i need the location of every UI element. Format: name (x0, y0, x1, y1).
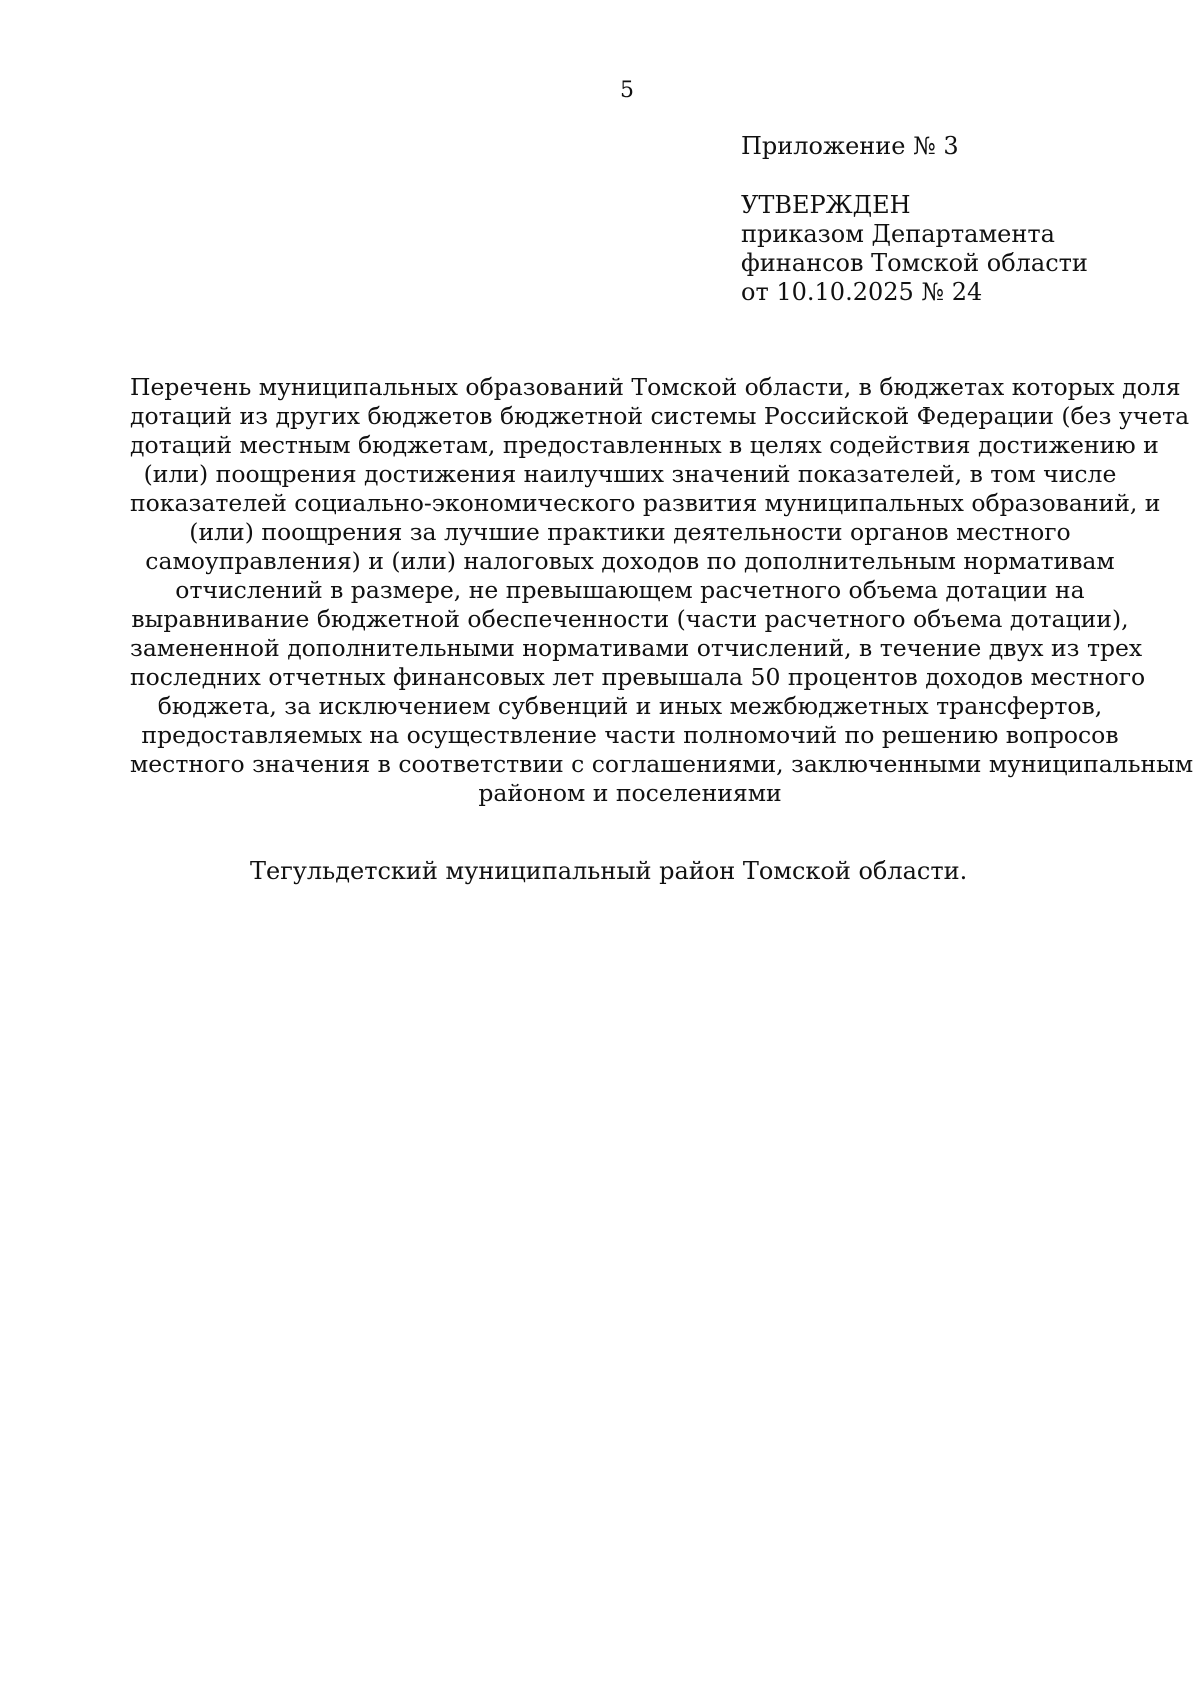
document-title (130, 373, 1194, 808)
approval-block (741, 191, 1161, 307)
title-line: (или) поощрения за лучшие практики деятельности органов местного (189, 518, 1071, 546)
title-line: (или) поощрения достижения наилучших значений показателей, в том числе (143, 460, 1117, 488)
title-line: районом и поселениями (478, 779, 782, 807)
title-line: выравнивание бюджетной обеспеченности (части расчетного объема дотации), (131, 605, 1129, 633)
title-line: местного значения в соответствии с соглашениями, заключенными муниципальным (130, 750, 1194, 778)
approval-line-2: финансов Томской области (741, 249, 1088, 277)
title-line: Перечень муниципальных образований Томской области, в бюджетах которых доля (130, 373, 1181, 401)
title-line: предоставляемых на осуществление части полномочий по решению вопросов (141, 721, 1119, 749)
title-line: замененной дополнительными нормативами отчислений, в течение двух из трех (130, 634, 1143, 662)
title-line: бюджета, за исключением субвенций и иных межбюджетных трансфертов, (157, 692, 1103, 720)
appendix-label: Приложение № 3 (741, 132, 959, 160)
approval-line-1: приказом Департамента (741, 220, 1055, 248)
title-line: последних отчетных финансовых лет превышала 50 процентов доходов местного (130, 663, 1146, 691)
title-line: отчислений в размере, не превышающем расчетного объема дотации на (175, 576, 1085, 604)
title-line: показателей социально-экономического развития муниципальных образований, и (130, 489, 1161, 517)
title-line: самоуправления) и (или) налоговых доходов по дополнительным нормативам (145, 547, 1115, 575)
title-line: дотаций местным бюджетам, предоставленных в целях содействия достижению и (130, 431, 1159, 459)
title-line: дотаций из других бюджетов бюджетной системы Российской Федерации (без учета (130, 402, 1190, 430)
page-number: 5 (620, 78, 634, 103)
approval-status: УТВЕРЖДЕН (741, 191, 911, 219)
approval-line-3: от 10.10.2025 № 24 (741, 278, 983, 306)
list-item: Тегульдетский муниципальный район Томской области. (250, 857, 968, 885)
